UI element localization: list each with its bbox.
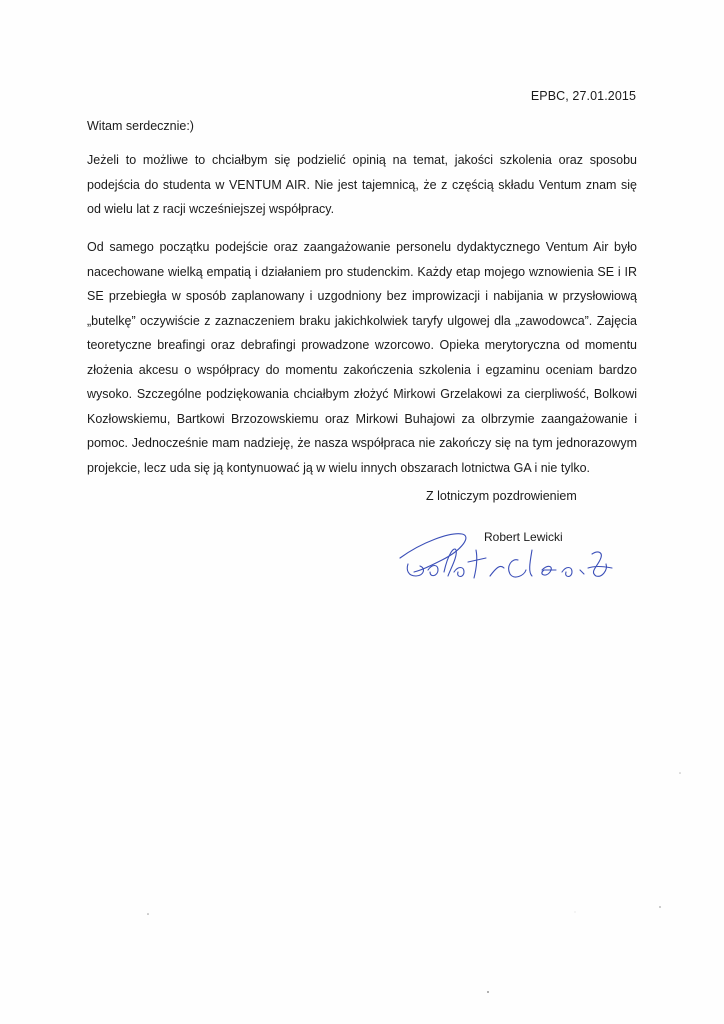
letter-date: EPBC, 27.01.2015 — [530, 89, 636, 103]
letter-paragraph-2: Od samego początku podejście oraz zaangażowanie personelu dydaktycznego Ventum Air było nacechowane wielką empatią i działaniem pro studenckim. Każdy etap mojego wznowienia SE i IR SE przebiegła w sposób zaplanowany i uzgodniony bez improwizacji i nabijania w przysłowiową „butelkę” oczywiście z zaznaczeniem braku jakichkolwiek taryfy ulgowej dla „zawodowca”. Zajęcia teoretyczne breafingi oraz debrafingi prowadzone wzorcowo. Opieka merytoryczna od momentu złożenia akcesu o współpracy do momentu zakończenia szkolenia i egzaminu oceniam bardzo wysoko. Szczególne podziękowania chciałbym złożyć Mirkowi Grzelakowi za cierpliwość, Bolkowi Kozłowskiemu, Bartkowi Brzozowskiemu oraz Mirkowi Buhajowi za olbrzymie zaangażowanie i pomoc. Jednocześnie mam nadzieję, że nasza współpraca nie zakończy się na tym jednorazowym projekcie, lecz uda się ją kontynuować ją w wielu innych obszarach lotnictwa GA i nie tylko. — [87, 240, 637, 475]
letter-greeting: Witam serdecznie:) — [87, 119, 194, 133]
signer-name: Robert Lewicki — [484, 530, 563, 544]
letter-paragraph-1: Jeżeli to możliwe to chciałbym się podzielić opinią na temat, jakości szkolenia oraz sposobu podejścia do studenta w VENTUM AIR. Nie jest tajemnicą, że z częścią składu Ventum znam się od wielu lat z racji wcześniejszej współpracy. — [87, 153, 637, 216]
letter-closing: Z lotniczym pozdrowieniem — [426, 489, 577, 503]
